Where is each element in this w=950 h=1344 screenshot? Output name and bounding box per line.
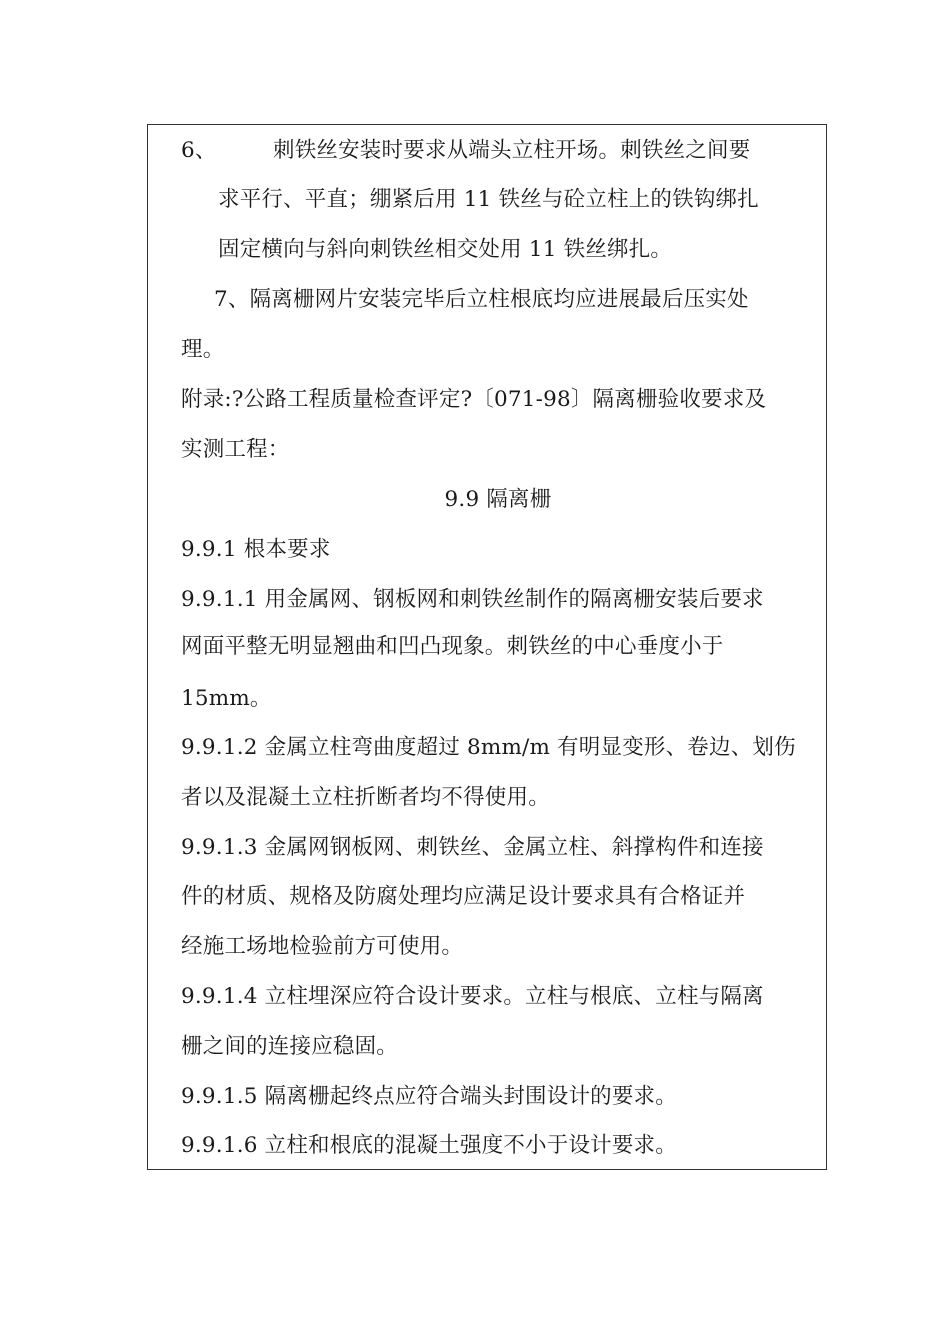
item-6-line-1	[181, 138, 750, 164]
clause-9-9-1-2-line-2: 者以及混凝土立柱折断者均不得使用。	[181, 785, 550, 810]
subsection-title: 9.9.1 根本要求	[181, 537, 331, 562]
clause-9-9-1-3-line-3: 经施工场地检验前方可使用。	[181, 934, 464, 959]
item-6-text: 刺铁丝安装时要求从端头立柱开场。刺铁丝之间要	[273, 138, 751, 163]
clause-9-9-1-1-line-2: 网面平整无明显翘曲和凹凸现象。刺铁丝的中心垂度小于	[181, 634, 724, 659]
clause-9-9-1-3-line-2: 件的材质、规格及防腐处理均应满足设计要求具有合格证并	[181, 884, 746, 909]
clause-9-9-1-4-line-2: 栅之间的连接应稳固。	[181, 1034, 399, 1059]
clause-9-9-1-1-line-1: 9.9.1.1 用金属网、钢板网和刺铁丝制作的隔离栅安装后要求	[181, 587, 764, 612]
clause-9-9-1-1-line-3: 15mm。	[181, 686, 272, 711]
clause-9-9-1-6: 9.9.1.6 立柱和根底的混凝土强度不小于设计要求。	[181, 1133, 677, 1158]
clause-9-9-1-5: 9.9.1.5 隔离栅起终点应符合端头封围设计的要求。	[181, 1084, 677, 1109]
appendix-line-1: 附录:?公路工程质量检查评定?〔071-98〕隔离栅验收要求及	[181, 387, 767, 412]
clause-9-9-1-2-line-1: 9.9.1.2 金属立柱弯曲度超过 8mm/m 有明显变形、卷边、划伤	[181, 735, 796, 760]
appendix-line-2: 实测工程：	[181, 437, 290, 462]
item-6-line-3: 固定横向与斜向刺铁丝相交处用 11 铁丝绑扎。	[218, 237, 673, 262]
clause-9-9-1-3-line-1: 9.9.1.3 金属网钢板网、刺铁丝、金属立柱、斜撑构件和连接	[181, 835, 764, 860]
item-6-line-2: 求平行、平直；绷紧后用 11 铁丝与砼立柱上的铁钩绑扎	[218, 187, 759, 212]
section-title: 9.9 隔离栅	[444, 487, 552, 512]
clause-9-9-1-4-line-1: 9.9.1.4 立柱埋深应符合设计要求。立柱与根底、立柱与隔离	[181, 984, 764, 1009]
item-7-line-1: 7、隔离栅网片安装完毕后立柱根底均应进展最后压实处	[214, 287, 749, 312]
item-7-line-2: 理。	[181, 337, 225, 362]
item-6-number: 6、	[181, 138, 217, 163]
